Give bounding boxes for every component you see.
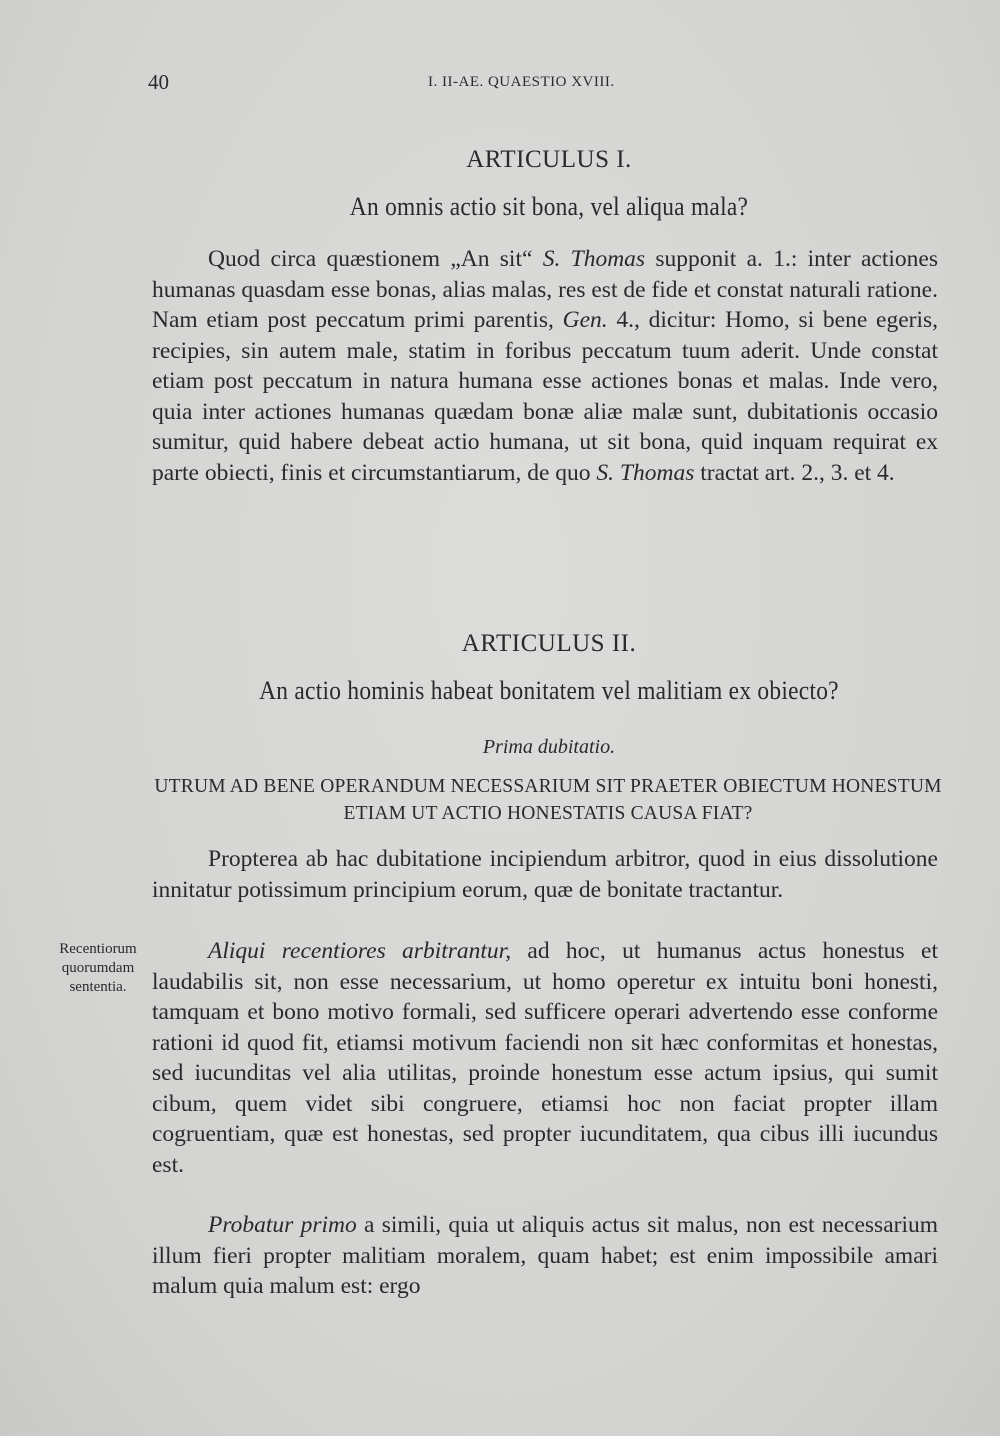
- articulus-2-paragraph-1: Propterea ab hac dubitatione incipiendum arbitror, quod in eius dissolutione innitatur potissimum principium eorum, quæ de bonitate tractantur.: [152, 846, 938, 903]
- articulus-2-paragraph-3: Probatur primo a simili, quia ut aliquis actus sit malus, non est necessarium illum fieri propter malitiam moralem, quam habet; est enim impossibile amari malum quia malum est: ergo: [152, 1212, 939, 1299]
- articulus-1-paragraph: Quod circa quæstionem „An sit“ S. Thomas supponit a. 1.: inter actiones humanas quasdam esse bonas, alias malas, res est de fide et constat naturali ratione. Nam etiam post peccatum primi parentis, Gen. 4., dicitur: Homo, si bene egeris, recipies, sin autem male, statim in foribus peccatum tuum aderit. Unde constat etiam post peccatum in natura humana esse actiones bonas et malas. Inde vero, quia inter actiones humanas quædam bonæ aliæ malæ sunt, dubitationis occasio sumitur, quid habere debeat actio humana, ut sit bona, quid inquam requirat ex parte obiecti, finis et circumstantiarum, de quo S. Thomas tractat art. 2., 3. et 4.: [152, 246, 938, 486]
- dubitatio-question: UTRUM AD BENE OPERANDUM NECESSARIUM SIT PRAETER OBIECTUM HONESTUM ETIAM UT ACTIO HONESTATIS CAUSA FIAT?: [154, 776, 942, 824]
- articulus-2-paragraph-2: Aliqui recentiores arbitrantur, ad hoc, ut humanus actus honestus et laudabilis sit, non esse necessarium, ut homo operetur ex intuitu boni honesti, tamquam et bono motivo formali, sed sufficere operari advertendo esse conforme rationi id quod fit, etiamsi motivum faciendi non sit hæc conformitas et honestas, sed iucunditas vel alia utilitas, proinde honestum esse actum ipsius, qui sumit cibum, quem videt sibi congruere, etiamsi hoc non faciat propter illam cogruentiam, quæ est honestas, sed propter iucunditatem, qua cibus illi iucundus est.: [152, 938, 938, 1178]
- margin-note-line-1: Recentiorum: [59, 941, 137, 957]
- articulus-2-question: An actio hominis habeat bonitatem vel malitiam ex obiecto?: [259, 676, 839, 705]
- margin-note-line-3: sententia.: [69, 979, 127, 995]
- margin-note-line-2: quorumdam: [61, 960, 135, 976]
- page-header: [148, 66, 938, 96]
- articulus-1-heading: ARTICULUS I.: [466, 146, 632, 173]
- page-number: 40: [148, 70, 169, 94]
- margin-note: [40, 940, 156, 997]
- articulus-1-question: An omnis actio sit bona, vel aliqua mala?: [349, 192, 749, 221]
- prima-dubitatio-subheading: Prima dubitatio.: [482, 736, 616, 758]
- articulus-2-heading: ARTICULUS II.: [461, 630, 637, 657]
- running-head: I. II-AE. QUAESTIO XVIII.: [428, 74, 615, 90]
